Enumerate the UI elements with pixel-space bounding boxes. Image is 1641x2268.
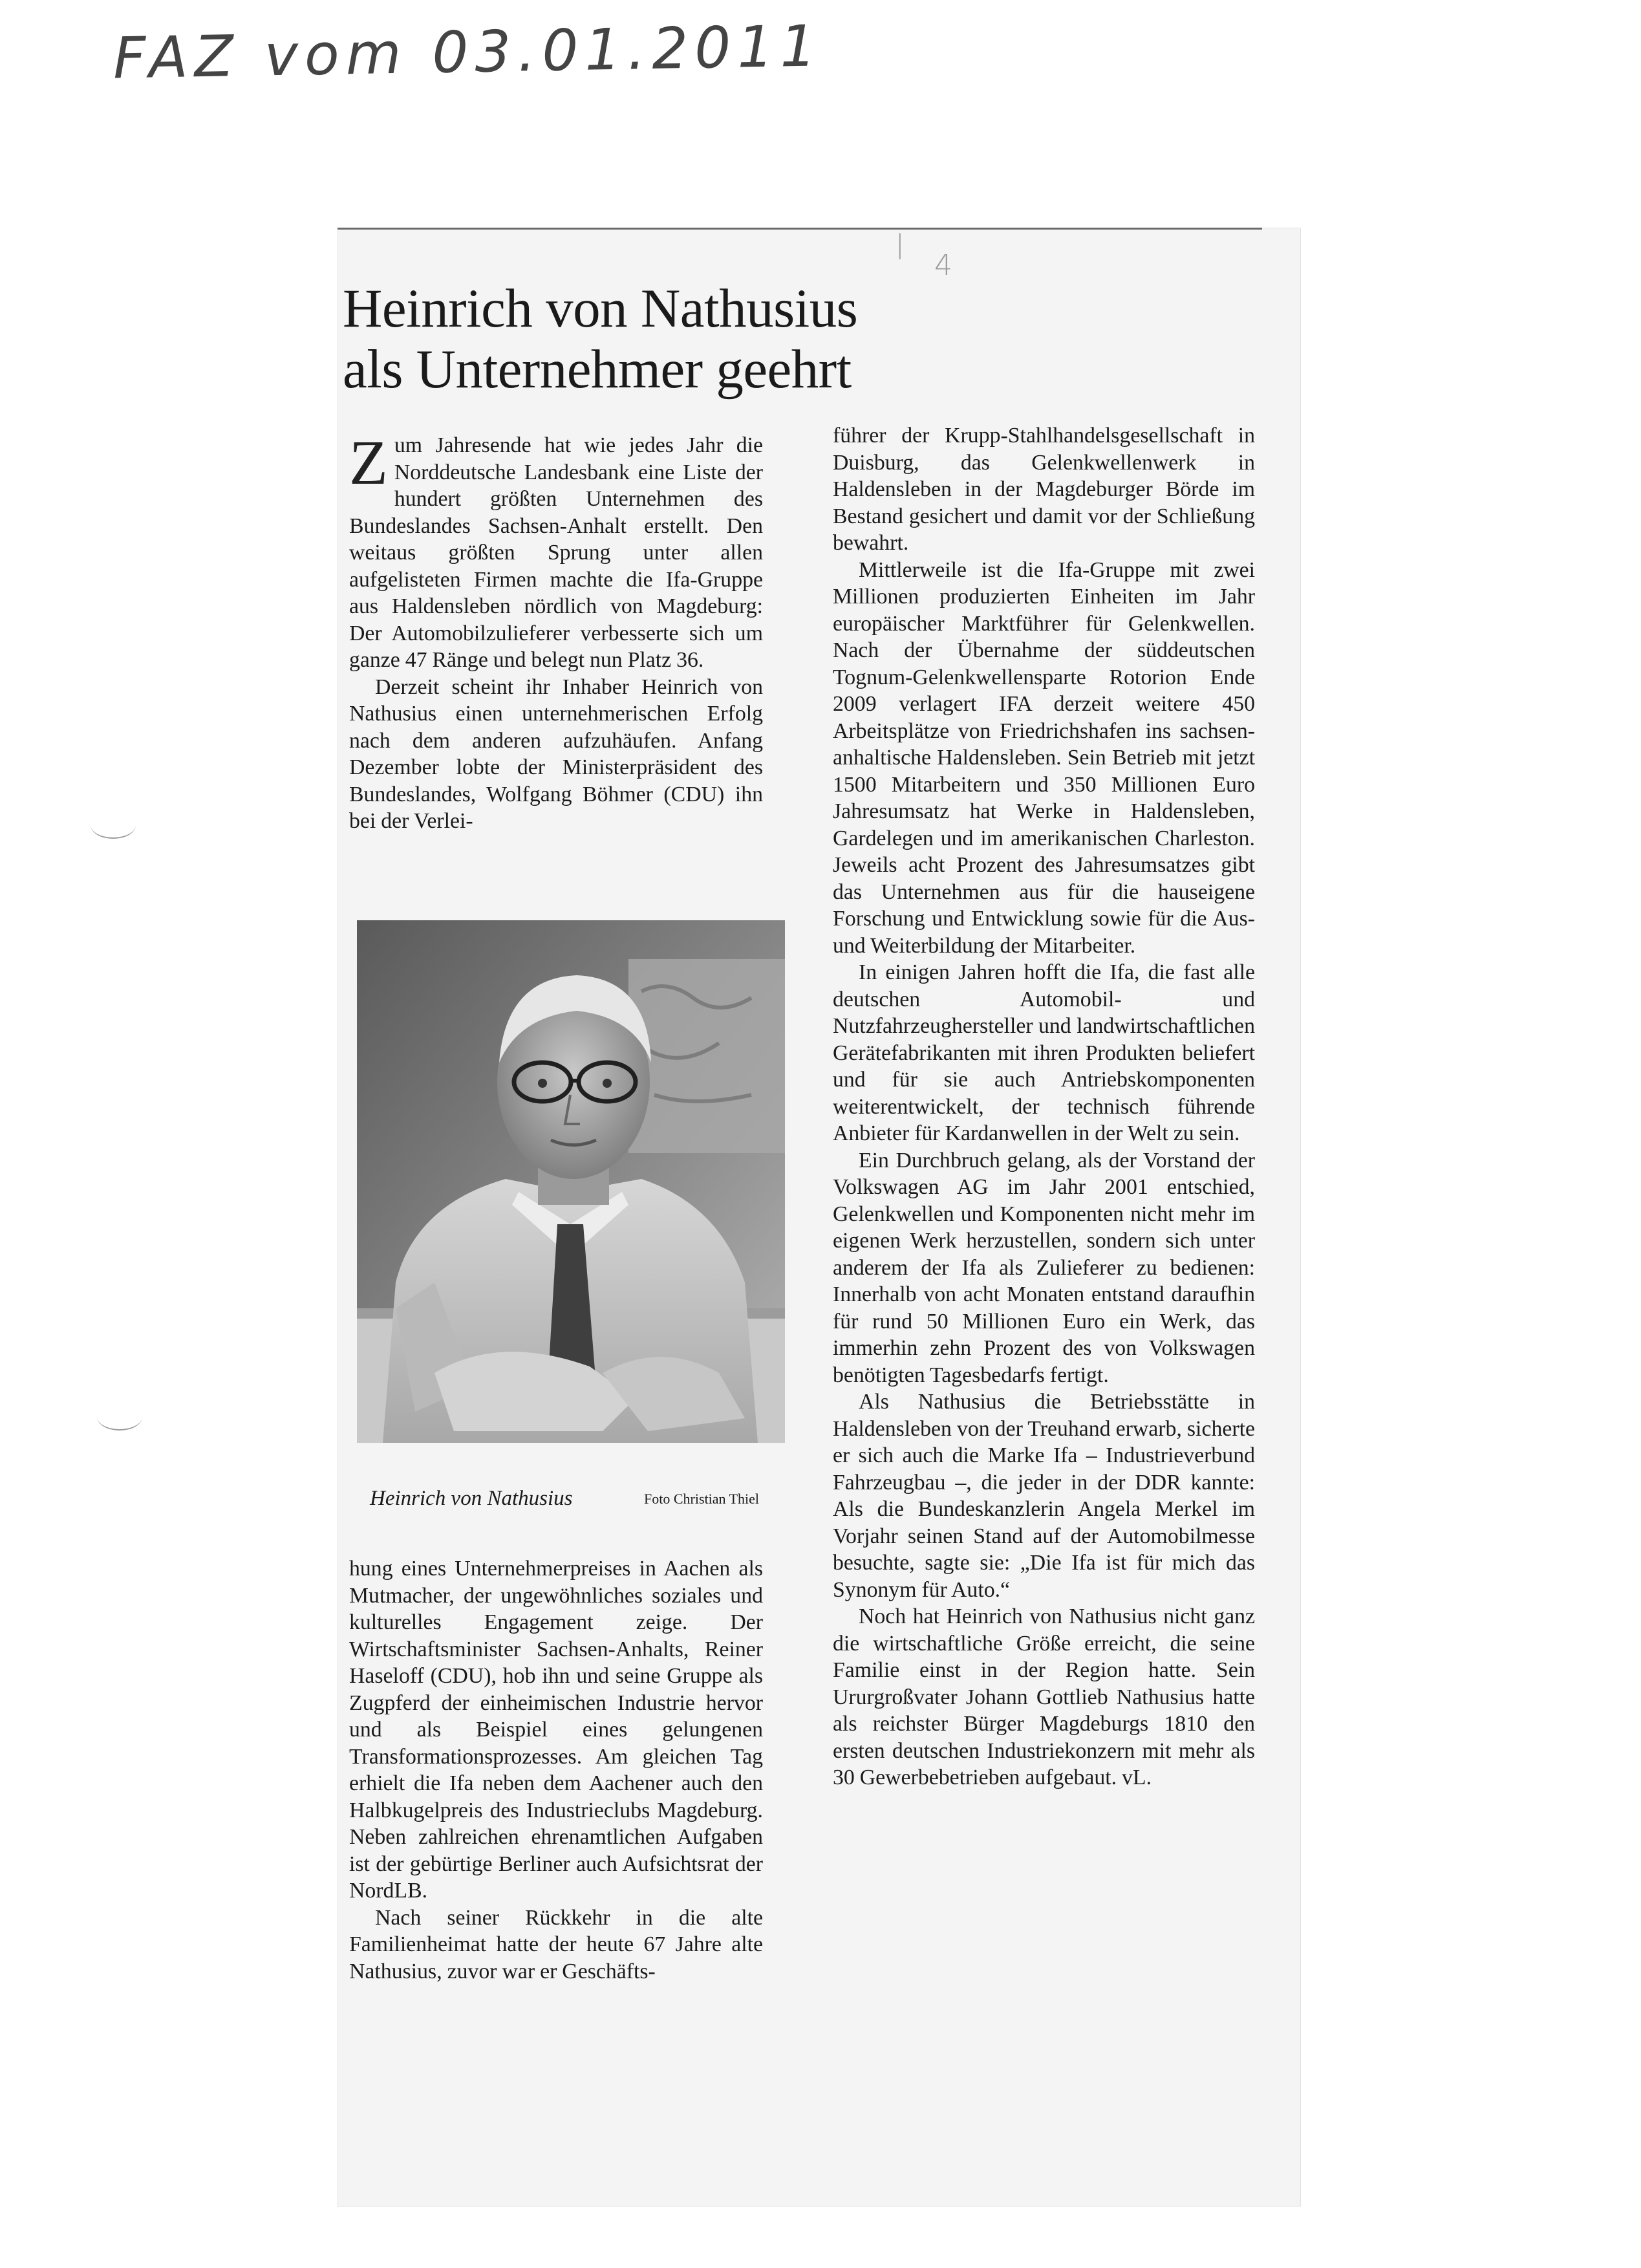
- scan-artifact-mark: [97, 1403, 142, 1431]
- paragraph-text: um Jahresende hat wie jedes Jahr die Norddeutsche Landesbank eine Liste der hundert größten Unternehmen des Bundeslandes Sachsen-Anhalt erstellt. Den weitaus größten Sprung unter allen aufgelisteten Firmen machte die Ifa-Gruppe aus Haldensleben nördlich von Magdeburg: Der Automobilzulieferer verbesserte sich um ganze 47 Ränge und belegt nun Platz 36.: [349, 433, 763, 672]
- drop-cap: Z: [349, 428, 388, 498]
- article-paragraph: Ein Durchbruch gelang, als der Vorstand der Volkswagen AG im Jahr 2001 entschied, Gelenkwellen und Komponenten nicht mehr im eigenen Werk herzustellen, sondern sich unter anderem der Ifa als Zulieferer zu bedienen: Innerhalb von acht Monaten entstand daraufhin für rund 50 Millionen Euro ein Werk, das immerhin zehn Prozent des von Volkswagen benötigten Tagesbedarfs fertigt.: [833, 1148, 1255, 1387]
- article-paragraph: In einigen Jahren hofft die Ifa, die fast alle deutschen Automobil- und Nutzfahrzeughersteller und landwirtschaftlichen Gerätefabrikanten mit ihren Produkten beliefert und für sie auch Antriebskomponenten weiterentwickelt, der technisch führende Anbieter für Kardanwellen in der Welt zu sein.: [833, 960, 1255, 1145]
- article-paragraph: führer der Krupp-Stahlhandelsgesellschaft in Duisburg, das Gelenkwellenwerk in Haldensleben in der Magdeburger Börde im Bestand gesichert und damit vor der Schließung bewahrt.: [833, 424, 1255, 555]
- article-paragraph: Derzeit scheint ihr Inhaber Heinrich von Nathusius einen unternehmerischen Erfolg nach dem anderen aufzuhäufen. Anfang Dezember lobte der Ministerpräsident des Bundeslandes, Wolfgang Böhmer (CDU) ihn bei der Verlei-: [349, 675, 763, 833]
- scan-artifact-mark: [91, 812, 136, 839]
- pencil-tick-mark: |: [896, 230, 905, 259]
- article-paragraph: Als Nathusius die Betriebsstätte in Haldensleben von der Treuhand erwarb, sicherte er sich auch die Marke Ifa – Industrieverbund Fahrzeugbau –, die jeder in der DDR kannte: Als die Bundeskanzlerin Angela Merkel im Vorjahr seinen Stand auf der Automobilmesse besuchte, sagte sie: „Die Ifa ist für mich das Synonym für Auto.“: [833, 1390, 1255, 1602]
- article-column-1-top: [349, 428, 763, 835]
- portrait-illustration: [357, 920, 785, 1443]
- caption-name: Heinrich von Nathusius: [370, 1487, 573, 1510]
- article-paragraph: [349, 428, 763, 674]
- article-column-2: [833, 422, 1255, 1791]
- article-column-1-bottom: [349, 1555, 763, 1985]
- headline-line: als Unternehmer geehrt: [343, 339, 852, 400]
- article-paragraph: hung eines Unternehmerpreises in Aachen als Mutmacher, der ungewöhnliches soziales und kulturelles Engagement zeige. Der Wirtschaftsminister Sachsen-Anhalts, Reiner Haseloff (CDU), hob ihn und seine Gruppe als Zugpferd der einheimischen Industrie hervor und als Beispiel eines gelungenen Transformationsprozesses. Am gleichen Tag erhielt die Ifa neben dem Aachener auch den Halbkugelpreis des Industrieclubs Magdeburg. Neben zahlreichen ehrenamtlichen Aufgaben ist der gebürtige Berliner auch Aufsichtsrat der NordLB.: [349, 1557, 763, 1903]
- article-headline: [343, 278, 1002, 400]
- clipping-top-rule: [338, 228, 1262, 230]
- article-paragraph: Noch hat Heinrich von Nathusius nicht ganz die wirtschaftliche Größe erreicht, die seine Familie einst in der Region hatte. Sein Ururgroßvater Johann Gottlieb Nathusius hatte als reichster Bürger Magdeburgs 1810 den ersten deutschen Industriekonzern mit mehr als 30 Gewerbebetrieben aufgebaut. vL.: [833, 1604, 1255, 1789]
- headline-line: Heinrich von Nathusius: [343, 278, 858, 339]
- photo-credit: Foto Christian Thiel: [644, 1491, 760, 1507]
- article-paragraph: Nach seiner Rückkehr in die alte Familienheimat hatte der heute 67 Jahre alte Nathusius, zuvor war er Geschäfts-: [349, 1905, 763, 1983]
- photo-caption: [362, 1487, 789, 1519]
- page-number-mark: 4: [934, 249, 952, 282]
- portrait-photo: [357, 920, 785, 1443]
- handwritten-date-note: FAZ vom 03.01.2011: [113, 12, 824, 92]
- article-paragraph: Mittlerweile ist die Ifa-Gruppe mit zwei Millionen produzierten Einheiten im Jahr europäischer Marktführer für Gelenkwellen. Nach der Übernahme der süddeutschen Tognum-Gelenkwellensparte Rotorion Ende 2009 verlagert IFA derzeit weitere 450 Arbeitsplätze von Friedrichshafen ins sachsen-anhaltische Haldensleben. Sein Betrieb mit jetzt 1500 Mitarbeitern und 350 Millionen Euro Jahresumsatz hat Werke in Haldensleben, Gardelegen und im amerikanischen Charleston. Jeweils acht Prozent des Jahresumsatzes gibt das Unternehmen aus für die hauseigene Forschung und Entwicklung sowie für die Aus- und Weiterbildung der Mitarbeiter.: [833, 557, 1255, 958]
